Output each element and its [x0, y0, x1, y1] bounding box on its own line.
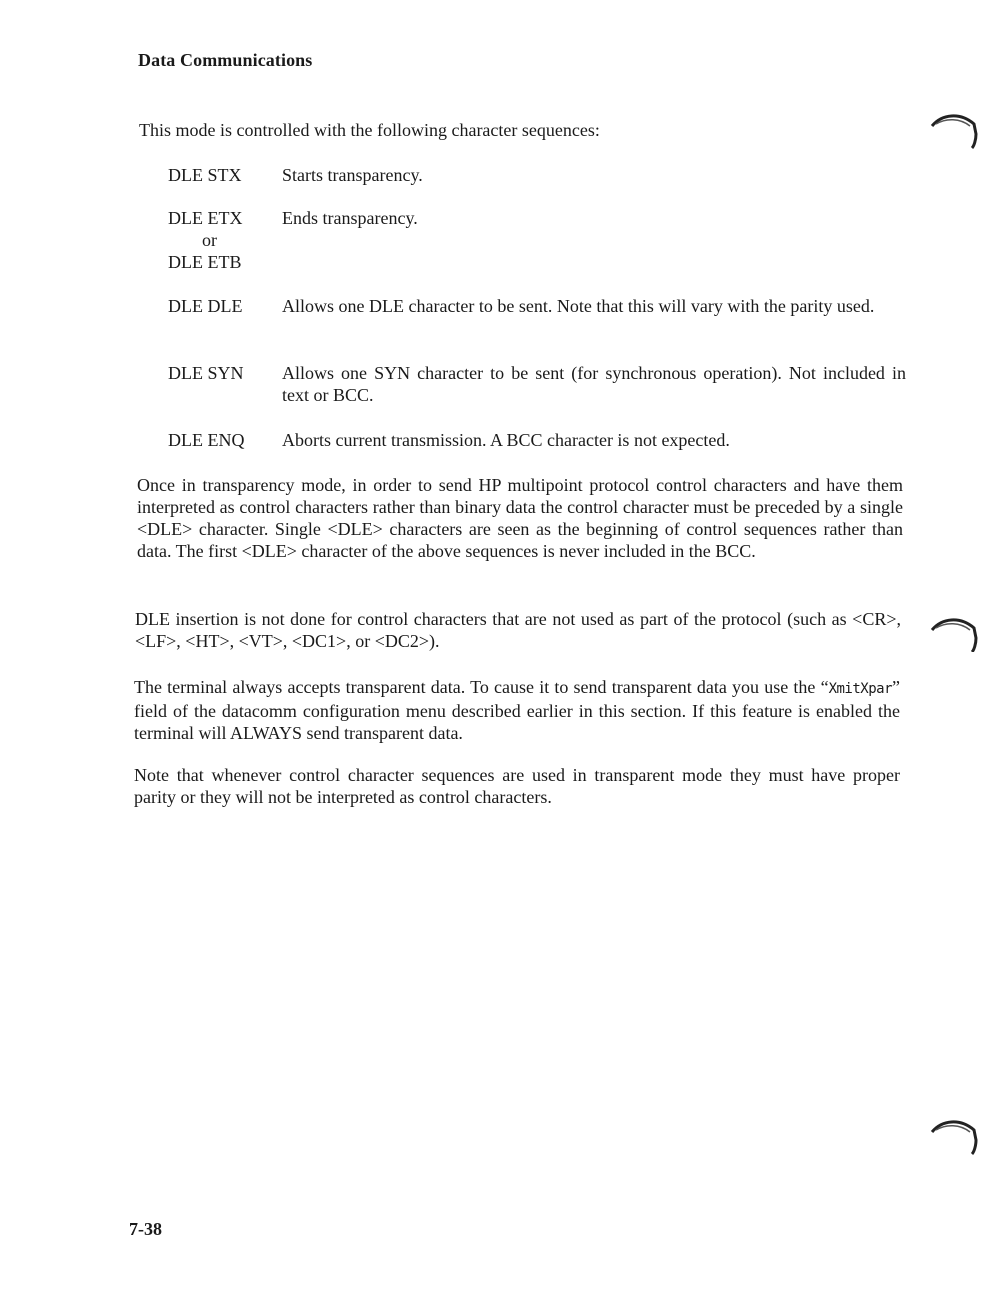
paragraph-text: ” field of the datacomm configuration menu described earlier in this section. If this feature is enabled the terminal will ALWAYS send transparent data. [134, 677, 900, 743]
binder-hole-icon [930, 612, 978, 652]
sequence-description: Allows one DLE character to be sent. Note that this will vary with the parity used. [282, 296, 875, 316]
sequence-code: DLE ETX [168, 208, 243, 228]
body-paragraph [134, 676, 900, 744]
sequence-code-group [168, 207, 278, 273]
intro-sentence: This mode is controlled with the following character sequences: [139, 120, 600, 140]
binder-hole-icon [930, 110, 978, 150]
body-paragraph: Note that whenever control character sequences are used in transparent mode they must have proper parity or they will not be interpreted as control characters. [134, 765, 900, 807]
sequence-code: DLE DLE [168, 296, 243, 316]
body-paragraph: Once in transparency mode, in order to send HP multipoint protocol control characters and have them interpreted as control characters rather than binary data the control character must be preceded by a single <DLE> character. Single <DLE> characters are seen as the beginning of control sequences rather than data. The first <DLE> character of the above sequences is never included in the BCC. [137, 475, 903, 561]
sequence-description: Aborts current transmission. A BCC character is not expected. [282, 430, 730, 450]
sequence-description: Allows one SYN character to be sent (for synchronous operation). Not included in text or BCC. [282, 363, 906, 405]
body-paragraph: DLE insertion is not done for control characters that are not used as part of the protocol (such as <CR>, <LF>, <HT>, <VT>, <DC1>, or <DC2>). [135, 609, 901, 651]
config-field-name: XmitXpar [828, 681, 892, 697]
page-number: 7-38 [129, 1219, 162, 1239]
sequence-code: DLE STX [168, 165, 242, 185]
sequence-code: DLE SYN [168, 363, 244, 383]
paragraph-text: The terminal always accepts transparent data. To cause it to send transparent data you use the “ [134, 677, 829, 697]
sequence-code: DLE ENQ [168, 430, 245, 450]
sequence-description: Ends transparency. [282, 208, 418, 228]
sequence-code-alt: DLE ETB [168, 252, 242, 272]
running-header: Data Communications [138, 50, 313, 70]
binder-hole-icon [930, 1116, 978, 1156]
sequence-code-or: or [202, 230, 217, 250]
sequence-description: Starts transparency. [282, 165, 423, 185]
